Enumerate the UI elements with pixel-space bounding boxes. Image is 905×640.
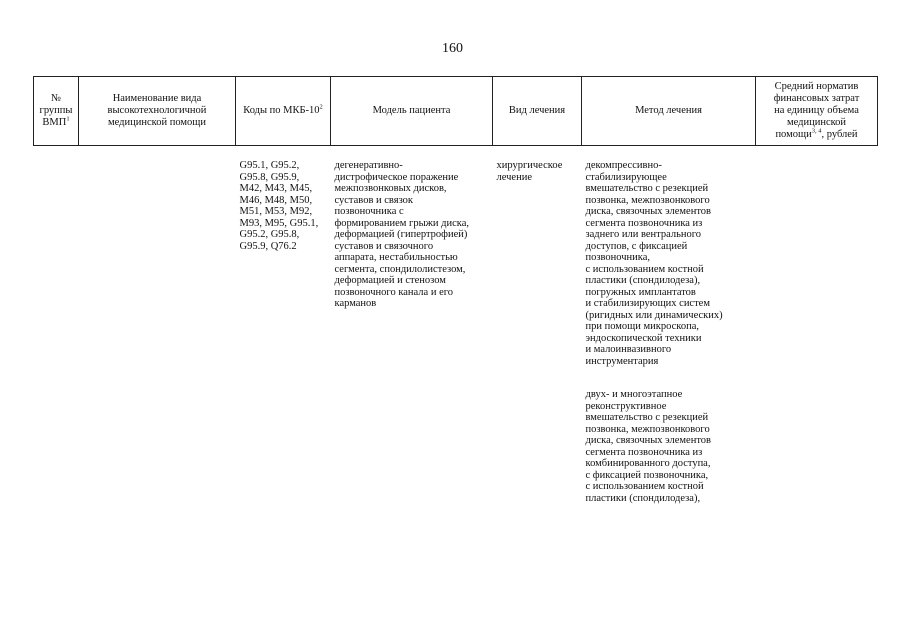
text-line: вмешательство с резекцией (585, 412, 709, 423)
text-line: с использованием костной (585, 263, 704, 275)
cell-group-number (34, 146, 79, 505)
text-line: диска, связочных элементов (585, 435, 711, 446)
text-line: и стабилизирующих систем (585, 298, 710, 309)
header-group-number-text: ВМП (42, 117, 67, 128)
text-line: заднего или вентрального (585, 229, 702, 240)
cell-vmp-name (79, 146, 236, 505)
text-line: деформацией (гипертрофией) (334, 229, 468, 240)
header-group-number (34, 77, 79, 146)
footnote-ref: 2 (319, 103, 323, 111)
header-group-number-line: группы (39, 105, 73, 116)
table-header-row (34, 77, 878, 146)
text-line: деформацией и стенозом (334, 275, 446, 286)
text-line: при помощи микроскопа, (585, 321, 700, 332)
method-block-2 (586, 389, 756, 504)
header-financial-norm-tail: , рублей (821, 129, 858, 140)
header-financial-norm-line (758, 129, 875, 141)
header-vmp-name (79, 77, 236, 146)
cell-icd-codes (236, 146, 331, 505)
header-icd-codes (236, 77, 331, 146)
text-line: G95.1, G95.2, (239, 160, 300, 171)
vmp-table-wrapper (33, 76, 877, 504)
text-line: суставов и связочного (334, 240, 434, 252)
text-line: двух- и многоэтапное (585, 389, 683, 400)
text-line: M42, M43, M45, (239, 183, 313, 194)
header-group-number-line: № (50, 93, 62, 104)
text-line: декомпрессивно- (585, 160, 662, 171)
header-patient-model (331, 77, 493, 146)
text-line: пластики (спондилодеза), (585, 275, 701, 286)
page-number: 160 (442, 41, 463, 56)
text-line: доступов, с фиксацией (585, 240, 688, 252)
text-line: M46, M48, M50, (239, 194, 313, 206)
text-line: погружных имплантатов (585, 286, 696, 298)
method-block-1 (586, 160, 756, 367)
text-line: M93, M95, G95.1, (239, 217, 319, 229)
cell-treatment-method (582, 146, 756, 505)
header-financial-norm-text: помощи (775, 129, 812, 140)
header-treatment-method-text: Метод лечения (635, 105, 702, 116)
text-line: G95.9, Q76.2 (239, 240, 297, 252)
header-vmp-name-line: медицинской помощи (108, 117, 206, 128)
text-line: дегенеративно- (334, 160, 403, 171)
cell-patient-model (331, 146, 493, 505)
text-line: межпозвонковых дисков, (334, 183, 447, 194)
header-treatment-method (582, 77, 756, 146)
text-line: позвоночника с (334, 206, 404, 217)
header-group-number-line (36, 117, 76, 129)
header-financial-norm-line: Средний норматив (774, 81, 859, 92)
text-line: с фиксацией позвоночника, (585, 469, 709, 481)
text-line: M51, M53, M92, (239, 206, 313, 217)
cell-financial-norm (756, 146, 878, 505)
text-line: позвонка, межпозвонкового (585, 194, 710, 206)
text-line: позвонка, межпозвонкового (585, 423, 710, 435)
header-financial-norm-line: финансовых затрат (773, 93, 860, 104)
header-patient-model-text: Модель пациента (372, 105, 451, 116)
text-line: суставов и связок (334, 194, 414, 206)
text-line: и малоинвазивного (585, 344, 672, 355)
header-financial-norm-line: на единицу объема (774, 105, 859, 116)
header-icd-codes-text: Коды по МКБ-10 (243, 105, 320, 116)
text-line: формированием грыжи диска, (334, 217, 470, 229)
text-line: лечение (496, 171, 532, 183)
text-line: эндоскопической техники (585, 332, 702, 344)
text-line: G95.8, G95.9, (239, 171, 300, 183)
text-line: (ригидных или динамических) (585, 309, 723, 321)
header-financial-norm-line: медицинской (786, 117, 847, 128)
text-line: сегмента позвоночника из (585, 446, 703, 458)
text-line: карманов (334, 298, 377, 309)
cell-treatment-type (493, 146, 582, 505)
text-line: инструментария (585, 355, 659, 367)
text-line: дистрофическое поражение (334, 171, 459, 183)
header-financial-norm (756, 77, 878, 146)
text-line: стабилизирующее (585, 171, 667, 183)
text-line: реконструктивное (585, 400, 667, 412)
text-line: позвоночника, (585, 252, 650, 263)
text-line: сегмента, спондилолистезом, (334, 263, 466, 275)
text-line: комбинированного доступа, (585, 458, 711, 469)
text-line: вмешательство с резекцией (585, 183, 709, 194)
text-line: G95.2, G95.8, (239, 229, 300, 240)
footnote-ref: 1 (66, 115, 70, 123)
header-treatment-type (493, 77, 582, 146)
method-spacer (586, 367, 756, 389)
header-vmp-name-line: Наименование вида (112, 93, 202, 104)
text-line: аппарата, нестабильностью (334, 252, 458, 263)
text-line: пластики (спондилодеза), (585, 492, 701, 504)
table-row (34, 146, 878, 505)
text-line: с использованием костной (585, 481, 704, 492)
header-vmp-name-line: высокотехнологичной (107, 105, 207, 116)
text-line: сегмента позвоночника из (585, 217, 703, 229)
text-line: позвоночного канала и его (334, 286, 454, 298)
text-line: диска, связочных элементов (585, 206, 711, 217)
header-treatment-type-text: Вид лечения (508, 105, 566, 116)
vmp-table (33, 76, 878, 504)
footnote-ref: 3, 4 (811, 127, 822, 135)
text-line: хирургическое (496, 160, 563, 171)
